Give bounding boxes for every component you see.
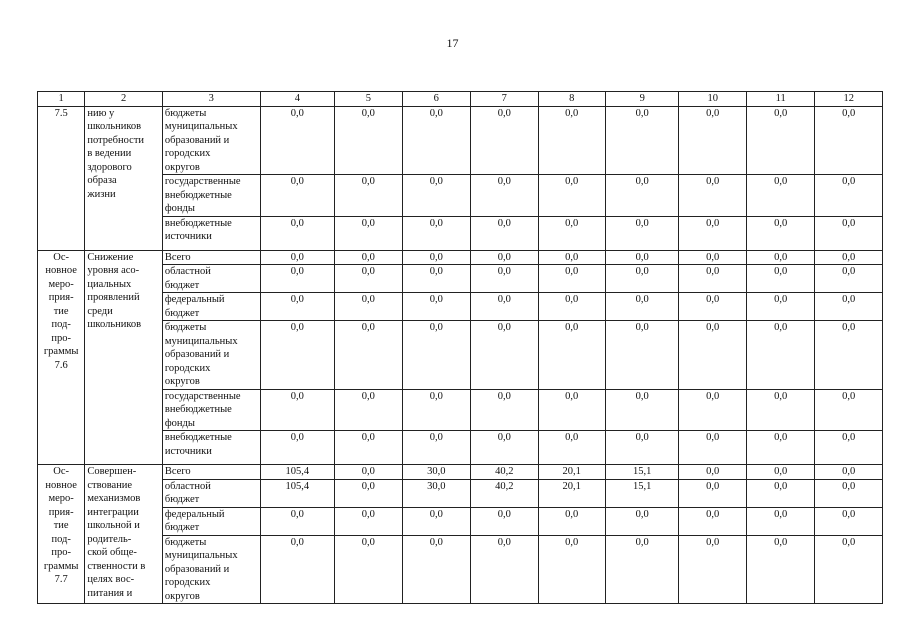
value-cell: 0,0	[815, 106, 883, 175]
value-cell: 0,0	[605, 293, 679, 321]
funding-source-cell	[162, 265, 260, 293]
value-cell: 0,0	[538, 535, 605, 604]
value-cell: 0,0	[538, 216, 605, 250]
event-name-text: нию у школьников потребности в ведении здорового образа жизни	[87, 107, 145, 200]
value-cell: 105,4	[260, 465, 335, 480]
value-cell: 0,0	[471, 250, 538, 265]
value-cell: 0,0	[605, 535, 679, 604]
value-cell: 0,0	[260, 507, 335, 535]
funding-source-cell	[162, 106, 260, 175]
value-cell: 20,1	[538, 479, 605, 507]
value-cell: 0,0	[746, 265, 814, 293]
funding-source-label: бюджеты муниципальных образований и городских округов	[164, 536, 238, 602]
value-cell: 0,0	[679, 507, 746, 535]
value-cell: 0,0	[815, 535, 883, 604]
value-cell: 0,0	[679, 250, 746, 265]
value-cell: 0,0	[260, 106, 335, 175]
value-cell: 0,0	[471, 535, 538, 604]
funding-source-cell	[162, 535, 260, 604]
value-cell: 0,0	[815, 293, 883, 321]
column-header: 4	[260, 92, 335, 107]
funding-source-label: федеральный бюджет	[164, 294, 225, 319]
table-row	[38, 321, 883, 390]
table-row	[38, 175, 883, 217]
table-row	[38, 389, 883, 431]
value-cell: 0,0	[402, 265, 470, 293]
value-cell: 0,0	[746, 175, 814, 217]
value-cell: 0,0	[335, 250, 402, 265]
column-header: 11	[746, 92, 814, 107]
funding-source-cell	[162, 431, 260, 465]
value-cell: 0,0	[679, 265, 746, 293]
value-cell: 0,0	[679, 389, 746, 431]
value-cell: 0,0	[815, 431, 883, 465]
column-header: 6	[402, 92, 470, 107]
value-cell: 0,0	[746, 293, 814, 321]
value-cell: 0,0	[746, 507, 814, 535]
value-cell: 0,0	[679, 431, 746, 465]
funding-source-cell	[162, 479, 260, 507]
table-row	[38, 535, 883, 604]
funding-source-label: областной бюджет	[164, 266, 211, 291]
value-cell: 0,0	[746, 465, 814, 480]
value-cell: 0,0	[815, 216, 883, 250]
page-number: 17	[446, 36, 459, 50]
event-number-text: Ос- новное меро- прия- тие под- про- граммы 7.7	[43, 466, 79, 585]
funding-source-cell	[162, 507, 260, 535]
funding-source-label: Всего	[164, 251, 191, 263]
value-cell: 0,0	[260, 321, 335, 390]
column-header: 9	[605, 92, 679, 107]
funding-source-cell	[162, 175, 260, 217]
value-cell: 0,0	[815, 175, 883, 217]
value-cell: 0,0	[679, 216, 746, 250]
table-row	[38, 265, 883, 293]
value-cell: 0,0	[605, 389, 679, 431]
value-cell: 20,1	[538, 465, 605, 480]
value-cell: 30,0	[402, 479, 470, 507]
value-cell: 0,0	[679, 106, 746, 175]
column-header: 5	[335, 92, 402, 107]
value-cell: 0,0	[538, 106, 605, 175]
value-cell: 0,0	[605, 250, 679, 265]
column-header: 8	[538, 92, 605, 107]
value-cell: 0,0	[335, 106, 402, 175]
event-number-cell	[38, 106, 85, 250]
value-cell: 0,0	[402, 321, 470, 390]
value-cell: 0,0	[746, 250, 814, 265]
value-cell: 0,0	[471, 431, 538, 465]
funding-source-label: областной бюджет	[164, 480, 211, 505]
value-cell: 0,0	[335, 507, 402, 535]
table-row	[38, 479, 883, 507]
column-header: 12	[815, 92, 883, 107]
value-cell: 0,0	[471, 293, 538, 321]
funding-source-cell	[162, 216, 260, 250]
value-cell: 0,0	[746, 216, 814, 250]
value-cell: 40,2	[471, 465, 538, 480]
event-number-cell	[38, 250, 85, 465]
value-cell: 0,0	[746, 389, 814, 431]
value-cell: 0,0	[679, 321, 746, 390]
header-row	[38, 92, 883, 107]
value-cell: 0,0	[335, 175, 402, 217]
value-cell: 0,0	[335, 479, 402, 507]
value-cell: 0,0	[471, 175, 538, 217]
value-cell: 40,2	[471, 479, 538, 507]
funding-source-label: государственные внебюджетные фонды	[164, 176, 241, 214]
value-cell: 0,0	[402, 106, 470, 175]
event-name-text: Снижение уровня асо- циальных проявлений среди школьников	[87, 251, 142, 330]
value-cell: 0,0	[679, 175, 746, 217]
value-cell: 0,0	[335, 321, 402, 390]
value-cell: 0,0	[471, 389, 538, 431]
value-cell: 15,1	[605, 479, 679, 507]
value-cell: 0,0	[605, 431, 679, 465]
funding-source-cell	[162, 293, 260, 321]
table-row	[38, 106, 883, 175]
value-cell: 0,0	[815, 265, 883, 293]
value-cell: 0,0	[815, 465, 883, 480]
value-cell: 0,0	[471, 507, 538, 535]
value-cell: 0,0	[746, 535, 814, 604]
value-cell: 0,0	[260, 250, 335, 265]
value-cell: 0,0	[471, 106, 538, 175]
value-cell: 0,0	[260, 535, 335, 604]
value-cell: 0,0	[746, 106, 814, 175]
value-cell: 0,0	[335, 389, 402, 431]
value-cell: 0,0	[402, 216, 470, 250]
table-row	[38, 216, 883, 250]
value-cell: 0,0	[746, 479, 814, 507]
value-cell: 0,0	[402, 507, 470, 535]
value-cell: 0,0	[335, 265, 402, 293]
value-cell: 15,1	[605, 465, 679, 480]
funding-source-cell	[162, 389, 260, 431]
table-row	[38, 293, 883, 321]
event-name-cell	[85, 465, 163, 604]
funding-source-label: федеральный бюджет	[164, 508, 225, 533]
value-cell: 0,0	[402, 175, 470, 217]
value-cell: 0,0	[815, 389, 883, 431]
value-cell: 0,0	[746, 321, 814, 390]
value-cell: 0,0	[538, 250, 605, 265]
value-cell: 0,0	[538, 431, 605, 465]
value-cell: 0,0	[260, 175, 335, 217]
value-cell: 0,0	[260, 431, 335, 465]
value-cell: 0,0	[538, 293, 605, 321]
value-cell: 0,0	[538, 175, 605, 217]
event-name-cell	[85, 106, 163, 250]
funding-source-cell	[162, 465, 260, 480]
table-row	[38, 507, 883, 535]
value-cell: 0,0	[605, 265, 679, 293]
table-row	[38, 431, 883, 465]
funding-source-label: государственные внебюджетные фонды	[164, 390, 241, 429]
funding-source-label: бюджеты муниципальных образований и городских округов	[164, 322, 238, 387]
value-cell: 0,0	[538, 389, 605, 431]
value-cell: 0,0	[679, 465, 746, 480]
value-cell: 30,0	[402, 465, 470, 480]
value-cell: 105,4	[260, 479, 335, 507]
value-cell: 0,0	[538, 507, 605, 535]
value-cell: 0,0	[679, 293, 746, 321]
column-header: 1	[38, 92, 85, 107]
table-row	[38, 250, 883, 265]
value-cell: 0,0	[746, 431, 814, 465]
value-cell: 0,0	[260, 265, 335, 293]
funding-source-cell	[162, 250, 260, 265]
value-cell: 0,0	[605, 106, 679, 175]
table-row	[38, 465, 883, 480]
value-cell: 0,0	[815, 479, 883, 507]
funding-source-label: бюджеты муниципальных образований и городских округов	[164, 107, 238, 173]
value-cell: 0,0	[335, 465, 402, 480]
value-cell: 0,0	[335, 535, 402, 604]
value-cell: 0,0	[402, 293, 470, 321]
value-cell: 0,0	[402, 431, 470, 465]
value-cell: 0,0	[471, 216, 538, 250]
value-cell: 0,0	[815, 250, 883, 265]
value-cell: 0,0	[402, 389, 470, 431]
value-cell: 0,0	[679, 535, 746, 604]
value-cell: 0,0	[260, 216, 335, 250]
value-cell: 0,0	[402, 535, 470, 604]
value-cell: 0,0	[402, 250, 470, 265]
value-cell: 0,0	[605, 321, 679, 390]
column-header: 2	[85, 92, 163, 107]
value-cell: 0,0	[335, 216, 402, 250]
event-number-text: Ос- новное меро- прия- тие под- про- граммы 7.6	[43, 251, 79, 371]
column-header: 3	[162, 92, 260, 107]
funding-source-label: внебюджетные источники	[164, 432, 232, 457]
value-cell: 0,0	[605, 507, 679, 535]
value-cell: 0,0	[471, 265, 538, 293]
value-cell: 0,0	[260, 293, 335, 321]
event-name-cell	[85, 250, 163, 465]
budget-table	[37, 91, 883, 604]
value-cell: 0,0	[335, 293, 402, 321]
value-cell: 0,0	[471, 321, 538, 390]
column-header: 10	[679, 92, 746, 107]
value-cell: 0,0	[538, 265, 605, 293]
event-number-text: 7.5	[54, 107, 68, 119]
value-cell: 0,0	[815, 507, 883, 535]
value-cell: 0,0	[538, 321, 605, 390]
column-header: 7	[471, 92, 538, 107]
funding-source-cell	[162, 321, 260, 390]
funding-source-label: внебюджетные источники	[164, 217, 232, 242]
value-cell: 0,0	[605, 216, 679, 250]
value-cell: 0,0	[260, 389, 335, 431]
event-name-text: Совершен- ствование механизмов интеграции школьной и родитель- ской обще- ственности в целях вос- питания и	[87, 466, 146, 599]
event-number-cell	[38, 465, 85, 604]
funding-source-label: Всего	[164, 466, 191, 477]
value-cell: 0,0	[335, 431, 402, 465]
value-cell: 0,0	[815, 321, 883, 390]
value-cell: 0,0	[605, 175, 679, 217]
value-cell: 0,0	[679, 479, 746, 507]
